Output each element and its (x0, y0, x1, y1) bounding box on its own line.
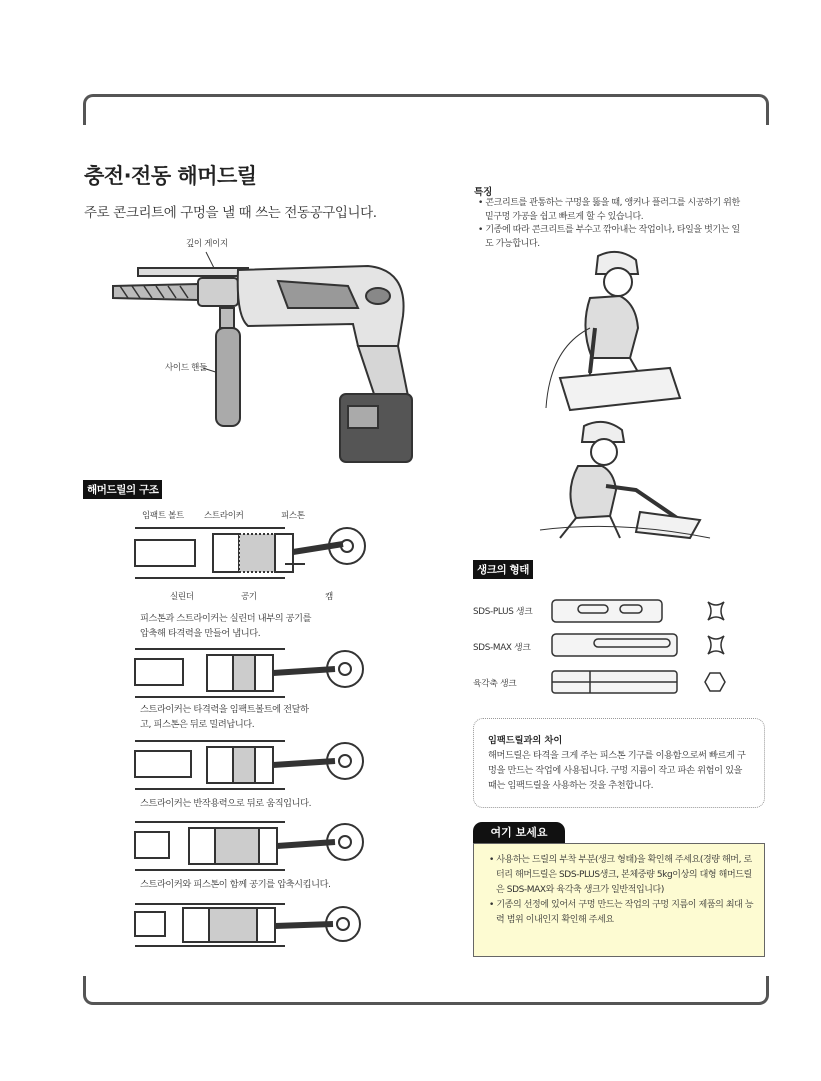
tips-list (487, 853, 755, 928)
cylinder-diagram-3 (135, 737, 370, 797)
features-list (476, 197, 746, 251)
sds-max-shank-icon (550, 630, 740, 660)
label-cam: 캠 (325, 592, 333, 602)
tips-heading: 여기 보세요 (473, 822, 565, 844)
difference-title: 임팩드릴과의 차이 (488, 735, 563, 746)
cylinder-diagram-1 (135, 524, 370, 588)
hex-shank-icon (550, 667, 740, 697)
shank-label-sds-plus: SDS-PLUS 생크 (473, 607, 533, 617)
cylinder-diagram-4 (135, 818, 370, 878)
label-cylinder: 실린더 (170, 592, 194, 602)
hammer-drill-illustration (108, 246, 418, 471)
structure-caption-2: 스트라이커는 타격력을 임팩트볼트에 전달하 고, 피스톤은 뒤로 밀려납니다. (140, 704, 309, 730)
sds-plus-shank-icon (550, 596, 740, 626)
tip-item: • 사용하는 드릴의 부착 부분(생크 형태)을 확인해 주세요(경량 해머, 로터리 해머드릴은 SDS-PLUS생크, 본체중량 5kg이상의 대형 해머드릴은 SDS-MAX와 육각축 생크가 일반적입니다) (487, 853, 755, 898)
label-air: 공기 (241, 592, 257, 602)
page-frame-bottom (83, 976, 769, 1005)
cylinder-diagram-2 (135, 645, 370, 705)
difference-text: 해머드릴은 타격을 크게 주는 피스톤 기구를 이용함으로써 빠르게 구멍을 만드는 작업에 사용됩니다. 구멍 지름이 작고 파손 위험이 있을 때는 임팩드릴을 사용하는 것을 추천합니다. (488, 750, 746, 791)
feature-item: • 콘크리트를 관통하는 구멍을 뚫을 때, 앵커나 플러그를 시공하기 위한 밑구멍 가공을 쉽고 빠르게 할 수 있습니다. (476, 197, 746, 224)
label-side-handle: 사이드 핸들 (165, 363, 207, 373)
page-frame-top (83, 94, 769, 125)
label-striker: 스트라이커 (204, 511, 244, 521)
shank-label-sds-max: SDS-MAX 생크 (473, 643, 531, 653)
shank-heading: 생크의 형태 (473, 560, 533, 579)
page-subtitle: 주로 콘크리트에 구멍을 낼 때 쓰는 전동공구입니다. (84, 205, 377, 221)
features-title: 특징 (474, 187, 493, 198)
shank-label-hex: 육각축 생크 (473, 679, 517, 689)
structure-caption-3: 스트라이커는 반작용력으로 뒤로 움직입니다. (140, 798, 312, 809)
label-impact-bolt: 임팩트 볼트 (142, 511, 184, 521)
label-piston: 피스톤 (281, 511, 305, 521)
structure-caption-4: 스트라이커와 피스톤이 함께 공기를 압축시킵니다. (140, 879, 331, 890)
label-depth-gauge: 깊이 게이지 (186, 239, 228, 249)
worker-drilling-illustration (540, 248, 690, 418)
worker-chipping-illustration (540, 420, 710, 550)
structure-caption-1: 피스톤과 스트라이커는 실린더 내부의 공기를 압축해 타격력을 만들어 냅니다. (140, 613, 312, 639)
tip-item: • 기종의 선정에 있어서 구멍 만드는 작업의 구멍 지름이 제품의 최대 능력 범위 이내인지 확인해 주세요 (487, 898, 755, 928)
feature-item: • 기종에 따라 콘크리트를 부수고 깎아내는 작업이나, 타일을 벗기는 일도 가능합니다. (476, 224, 746, 251)
structure-heading: 해머드릴의 구조 (83, 480, 162, 499)
cylinder-diagram-5 (135, 900, 370, 952)
page-title: 충전·전동 해머드릴 (84, 164, 257, 188)
